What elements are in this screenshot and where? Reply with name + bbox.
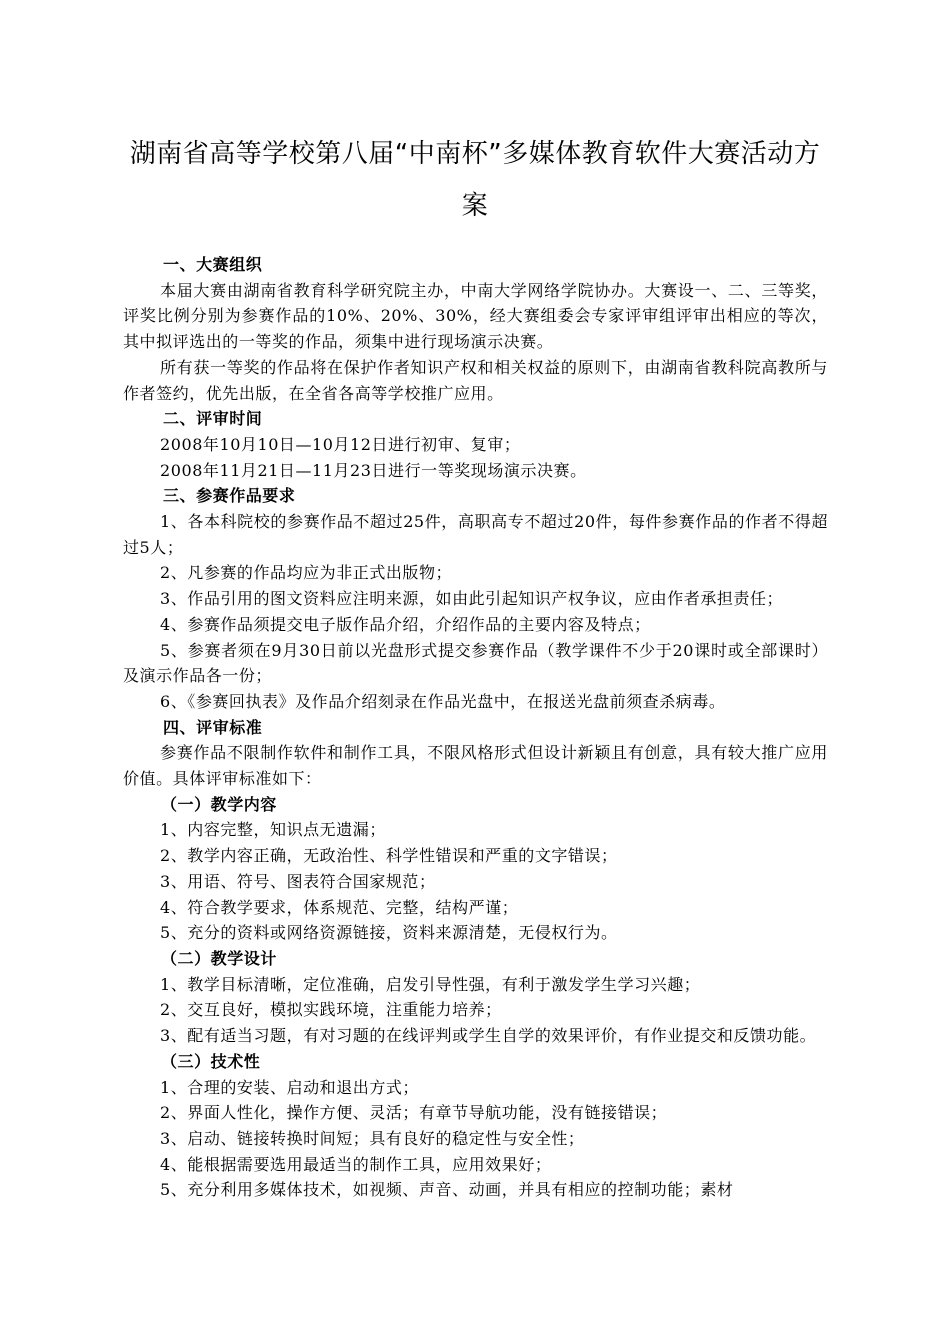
document-body — [123, 252, 828, 1203]
paragraph: 1、各本科院校的参赛作品不超过25件，高职高专不超过20件，每件参赛作品的作者不得超过5人； — [123, 512, 828, 557]
section-heading: 三、参赛作品要求 — [163, 486, 296, 506]
paragraph: 2008年11月21日—11月23日进行一等奖现场演示决赛。 — [160, 460, 587, 480]
section-heading: （一）教学内容 — [161, 794, 277, 814]
paragraph: 1、内容完整，知识点无遗漏； — [160, 820, 386, 840]
section-heading: 二、评审时间 — [163, 409, 263, 429]
paragraph: 2、凡参赛的作品均应为非正式出版物； — [160, 563, 453, 583]
section-heading: （二）教学设计 — [161, 948, 277, 968]
paragraph: 本届大赛由湖南省教育科学研究院主办，中南大学网络学院协办。大赛设一、二、三等奖，评奖比例分别为参赛作品的10%、20%、30%，经大赛组委会专家评审组评审出相应的等次，其中拟评选出的一等奖的作品，须集中进行现场演示决赛。 — [123, 280, 828, 352]
document-title: 湖南省高等学校第八届“中南杯”多媒体教育软件大赛活动方案 — [129, 139, 821, 221]
paragraph: 1、教学目标清晰，定位准确，启发引导性强，有利于激发学生学习兴趣； — [160, 974, 701, 994]
paragraph: 5、参赛者须在9月30日前以光盘形式提交参赛作品（教学课件不少于20课时或全部课时）及演示作品各一份； — [123, 640, 828, 686]
paragraph: 5、充分的资料或网络资源链接，资料来源清楚，无侵权行为。 — [160, 923, 618, 943]
paragraph: 3、配有适当习题，有对习题的在线评判或学生自学的效果评价，有作业提交和反馈功能。 — [160, 1026, 817, 1046]
paragraph: 3、作品引用的图文资料应注明来源，如由此引起知识产权争议，应由作者承担责任； — [160, 589, 784, 609]
paragraph: 2、交互良好，模拟实践环境，注重能力培养； — [160, 1000, 502, 1020]
paragraph: 1、合理的安装、启动和退出方式； — [160, 1077, 419, 1097]
section-heading: （三）技术性 — [161, 1051, 261, 1071]
paragraph: 2、界面人性化，操作方便、灵活；有章节导航功能，没有链接错误； — [160, 1103, 668, 1123]
paragraph: 4、能根据需要选用最适当的制作工具，应用效果好； — [160, 1154, 552, 1174]
section-heading: 四、评审标准 — [163, 717, 263, 737]
paragraph: 2、教学内容正确，无政治性、科学性错误和严重的文字错误； — [160, 846, 618, 866]
paragraph: 6、《参赛回执表》及作品介绍刻录在作品光盘中，在报送光盘前须查杀病毒。 — [160, 691, 726, 711]
paragraph: 5、充分利用多媒体技术，如视频、声音、动画，并具有相应的控制功能；素材 — [160, 1180, 734, 1200]
paragraph: 4、参赛作品须提交电子版作品介绍，介绍作品的主要内容及特点； — [160, 614, 651, 634]
paragraph: 所有获一等奖的作品将在保护作者知识产权和相关权益的原则下，由湖南省教科院高教所与作者签约，优先出版，在全省各高等学校推广应用。 — [123, 357, 828, 403]
paragraph: 3、启动、链接转换时间短；具有良好的稳定性与安全性； — [160, 1128, 585, 1148]
paragraph: 4、符合教学要求，体系规范、完整，结构严谨； — [160, 897, 519, 917]
section-heading: 一、大赛组织 — [163, 255, 263, 274]
paragraph: 2008年10月10日—10月12日进行初审、复审； — [160, 434, 521, 454]
paragraph: 参赛作品不限制作软件和制作工具，不限风格形式但设计新颖且有创意，具有较大推广应用价值。具体评审标准如下： — [123, 743, 828, 789]
paragraph: 3、用语、符号、图表符合国家规范； — [160, 871, 436, 891]
